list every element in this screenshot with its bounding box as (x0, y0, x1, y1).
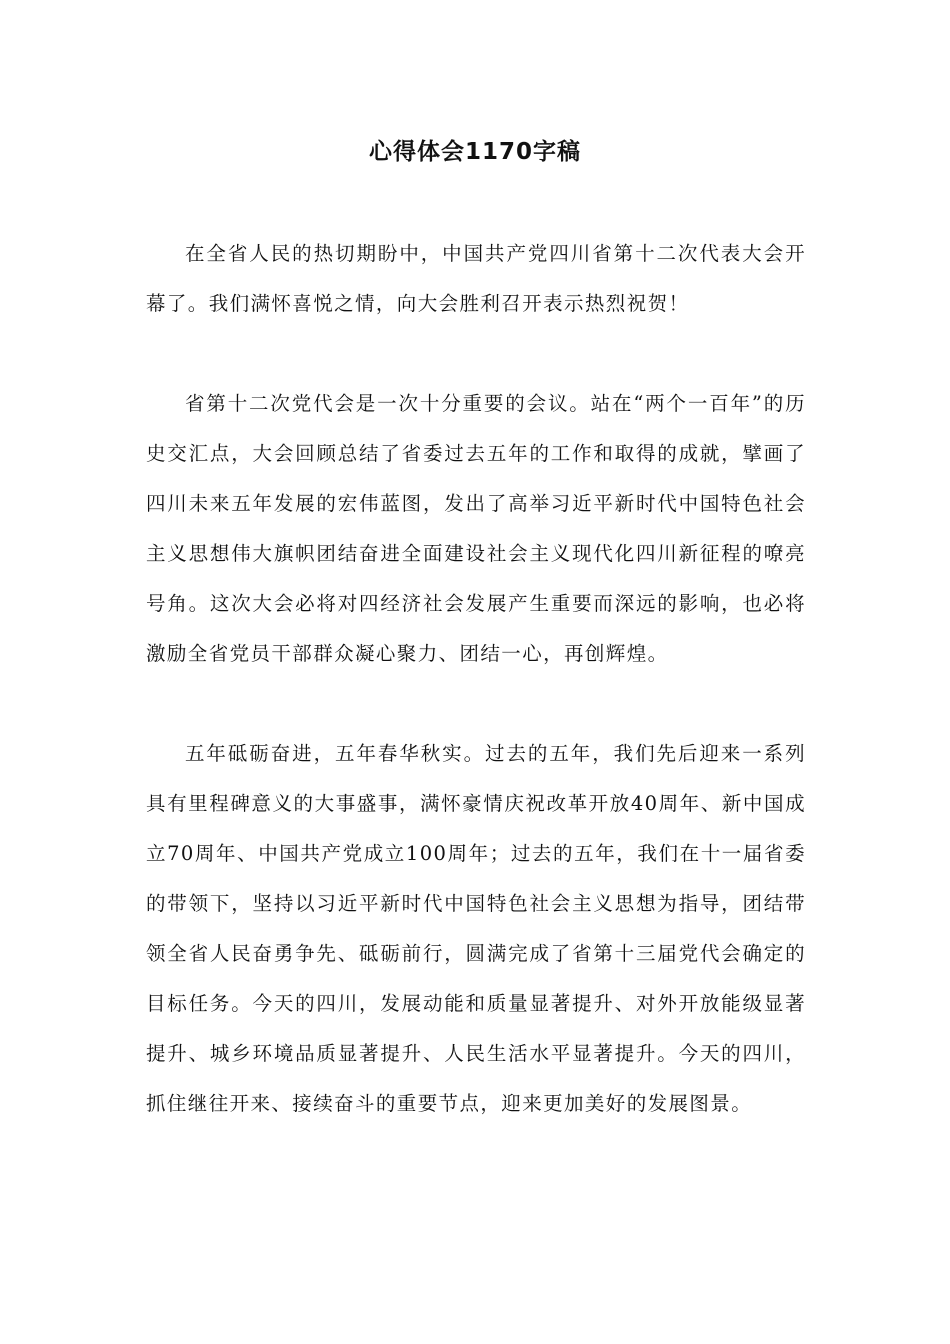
document-body (146, 229, 806, 1129)
paragraph-2: 省第十二次党代会是一次十分重要的会议。站在“两个一百年”的历史交汇点，大会回顾总结了省委过去五年的工作和取得的成就，擘画了四川未来五年发展的宏伟蓝图，发出了高举习近平新时代中国特色社会主义思想伟大旗帜团结奋进全面建设社会主义现代化四川新征程的嘹亮号角。这次大会必将对四经济社会发展产生重要而深远的影响，也必将激励全省党员干部群众凝心聚力、团结一心，再创辉煌。 (146, 392, 806, 665)
paragraph-3: 五年砥砺奋进，五年春华秋实。过去的五年，我们先后迎来一系列具有里程碑意义的大事盛事，满怀豪情庆祝改革开放40周年、新中国成立70周年、中国共产党成立100周年；过去的五年，我们在十一届省委的带领下，坚持以习近平新时代中国特色社会主义思想为指导，团结带领全省人民奋勇争先、砥砺前行，圆满完成了省第十三届党代会确定的目标任务。今天的四川，发展动能和质量显著提升、对外开放能级显著提升、城乡环境品质显著提升、人民生活水平显著提升。今天的四川，抓住继往开来、接续奋斗的重要节点，迎来更加美好的发展图景。 (146, 742, 806, 1115)
paragraph-1: 在全省人民的热切期盼中，中国共产党四川省第十二次代表大会开幕了。我们满怀喜悦之情，向大会胜利召开表示热烈祝贺！ (146, 242, 806, 315)
document-title: 心得体会1170字稿 (368, 139, 581, 165)
